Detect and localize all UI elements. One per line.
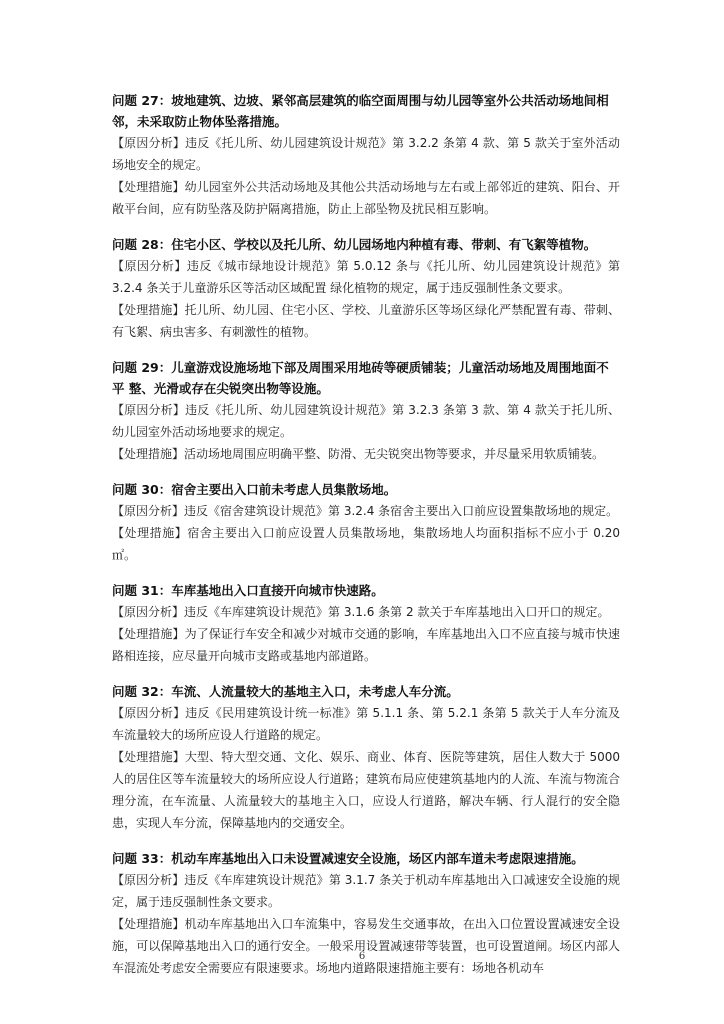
cause-text: 违反《托儿所、幼儿园建筑设计规范》第 3.2.2 条第 4 款、第 5 款关于室外活动场地安全的规定。 [112,136,620,172]
cause-label: 【原因分析】 [112,136,186,150]
cause-analysis [112,601,620,623]
cause-text: 违反《城市绿地设计规范》第 5.0.12 条与《托儿所、幼儿园建筑设计规范》第 3.2.4 条关于儿童游乐区等活动区域配置 绿化植物的规定，属于违反强制性条文要求。 [112,259,620,295]
cause-label: 【原因分析】 [112,259,187,273]
treatment-measure [112,443,620,465]
measure-label: 【处理措施】 [112,750,185,764]
question-heading: 问题 30：宿舍主要出入口前未考虑人员集散场地。 [112,482,397,497]
page-content [112,90,620,993]
cause-label: 【原因分析】 [112,403,186,417]
cause-text: 违反《车库建筑设计规范》第 3.1.7 条关于机动车库基地出入口减速安全设施的规定，属于违反强制性条文要求。 [112,873,620,909]
treatment-measure [112,522,620,566]
measure-text: 为了保证行车安全和减少对城市交通的影响，车库基地出入口不应直接与城市快速路相连接，应尽量开向城市支路或基地内部道路。 [112,627,620,663]
cause-label: 【原因分析】 [112,873,185,887]
section-q30 [112,479,620,566]
cause-label: 【原因分析】 [112,706,186,720]
section-q27 [112,90,620,220]
cause-text: 违反《车库建筑设计规范》第 3.1.6 条第 2 款关于车库基地出入口开口的规定。 [184,605,610,619]
measure-text: 宿舍主要出入口前应设置人员集散场地，集散场地人均面积指标不应小于 0.20 ㎡。 [112,526,620,562]
measure-label: 【处理措施】 [112,447,185,461]
treatment-measure [112,176,620,220]
measure-text: 机动车库基地出入口车流集中，容易发生交通事故，在出入口位置设置减速安全设施，可以保障基地出入口的通行安全。一般采用设置减速带等装置，也可设置道闸。场区内部人车混流处考虑安全需要应有限速要求。场地内道路限速措施主要有：场地各机动车 [112,917,620,975]
question-heading: 问题 29：儿童游戏设施场地下部及周围采用地砖等硬质铺装；儿童活动场地及周围地面不平 整、光滑或存在尖锐突出物等设施。 [112,360,609,396]
question-heading: 问题 27：坡地建筑、边坡、紧邻高层建筑的临空面周围与幼儿园等室外公共活动场地间相邻，未采取防止物体坠落措施。 [112,93,609,129]
cause-label: 【原因分析】 [112,605,185,619]
question-heading: 问题 31：车库基地出入口直接开向城市快速路。 [112,583,384,598]
question-heading: 问题 28：住宅小区、学校以及托儿所、幼儿园场地内种植有毒、带刺、有飞絮等植物。 [112,237,597,252]
measure-label: 【处理措施】 [112,917,185,931]
section-q32 [112,681,620,834]
measure-text: 幼儿园室外公共活动场地及其他公共活动场地与左右或上部邻近的建筑、阳台、开敞平台间，应有防坠落及防护隔离措施，防止上部坠物及扰民相互影响。 [112,180,620,216]
cause-text: 违反《托儿所、幼儿园建筑设计规范》第 3.2.3 条第 3 款、第 4 款关于托儿所、幼儿园室外活动场地要求的规定。 [112,403,620,439]
measure-label: 【处理措施】 [112,627,185,641]
section-q29 [112,357,620,465]
cause-text: 违反《宿舍建筑设计规范》第 3.2.4 条宿舍主要出入口前应设置集散场地的规定。 [184,504,619,518]
cause-analysis [112,132,620,176]
cause-analysis [112,399,620,443]
cause-analysis [112,702,620,746]
cause-analysis [112,255,620,299]
measure-text: 活动场地周围应明确平整、防滑、无尖锐突出物等要求，并尽量采用软质铺装。 [184,447,605,461]
measure-label: 【处理措施】 [112,180,185,194]
treatment-measure [112,913,620,979]
question-heading: 问题 32：车流、人流量较大的基地主入口，未考虑人车分流。 [112,684,459,699]
question-heading: 问题 33：机动车库基地出入口未设置减速安全设施，场区内部车道未考虑限速措施。 [112,851,584,866]
section-q31 [112,580,620,667]
measure-text: 托儿所、幼儿园、住宅小区、学校、儿童游乐区等场区绿化严禁配置有毒、带刺、有飞絮、病虫害多、有刺激性的植物。 [112,303,620,339]
cause-analysis [112,500,620,522]
measure-label: 【处理措施】 [112,303,185,317]
cause-analysis [112,869,620,913]
cause-label: 【原因分析】 [112,504,185,518]
page-number: 6 [358,951,366,962]
measure-label: 【处理措施】 [112,526,188,540]
treatment-measure [112,299,620,343]
treatment-measure [112,746,620,834]
section-q28 [112,234,620,343]
treatment-measure [112,623,620,667]
cause-text: 违反《民用建筑设计统一标准》第 5.1.1 条、第 5.2.1 条第 5 款关于人车分流及车流量较大的场所应设人行道路的规定。 [112,706,620,742]
measure-text: 大型、特大型交通、文化、娱乐、商业、体育、医院等建筑，居住人数大于 5000 人的居住区等车流量较大的场所应设人行道路；建筑布局应使建筑基地内的人流、车流与物流合理分流，在车流量、人流量较大的基地主入口，应设人行道路，解决车辆、行人混行的安全隐患，实现人车分流，保障基地内的交通安全。 [112,750,620,830]
